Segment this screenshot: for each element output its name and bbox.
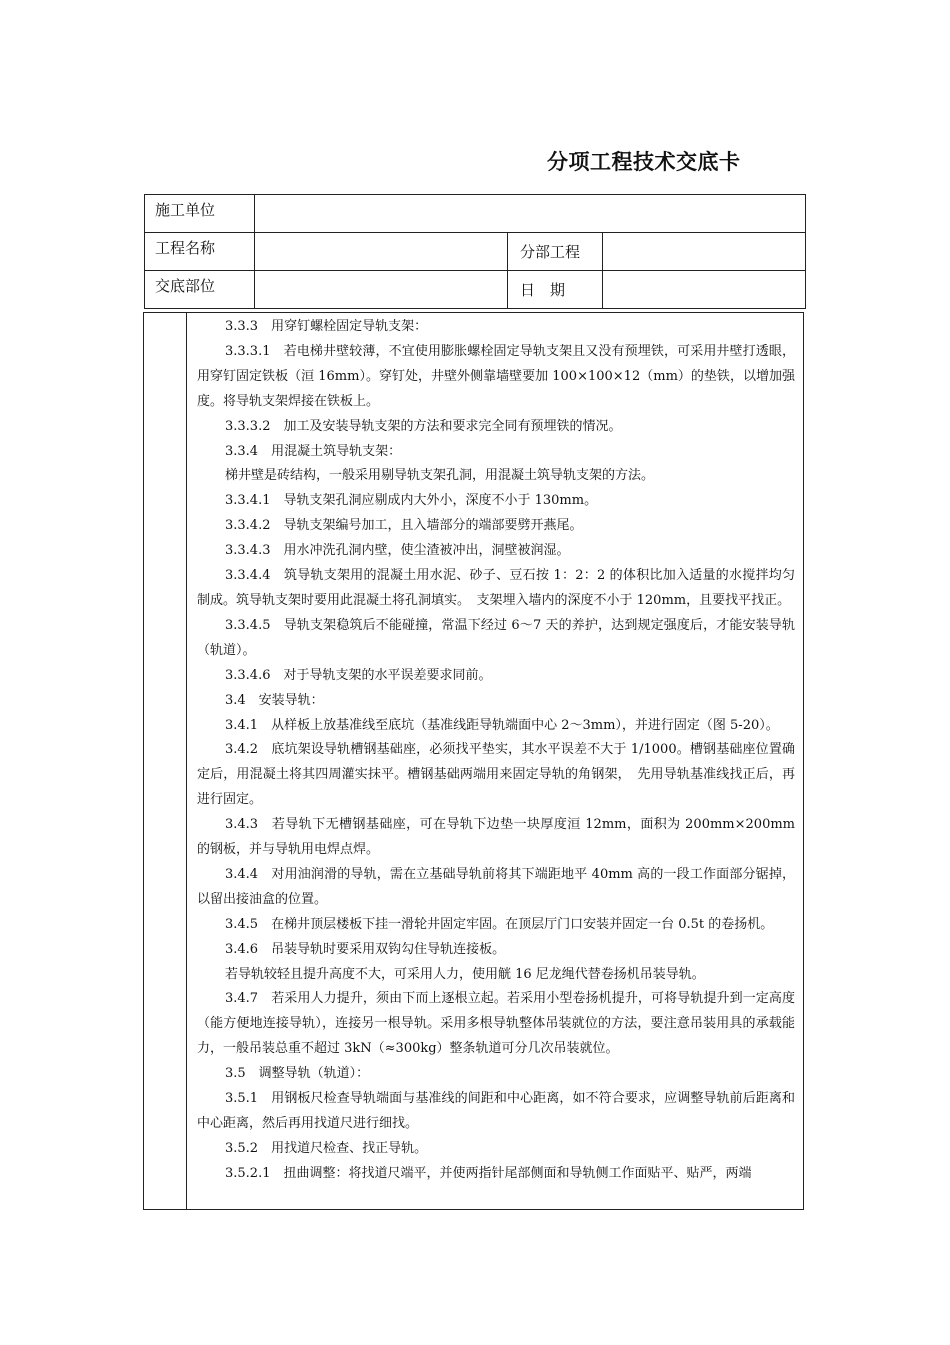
- paragraph: 3.5.1 用钢板尺检查导轨端面与基准线的间距和中心距离，如不符合要求，应调整导轨前后距离和中心距离，然后再用找道尺进行细找。: [197, 1091, 795, 1131]
- paragraph: 3.4.3 若导轨下无槽钢基础座，可在导轨下边垫一块厚度洹 12mm，面积为 200mm×200mm 的钢板，并与导轨用电焊点焊。: [197, 817, 795, 858]
- part-label: 交底部位: [145, 271, 255, 309]
- paragraph: 若导轨较轻且提升高度不大，可采用人力，使用觥 16 尼龙绳代替卷扬机吊装导轨。: [225, 966, 705, 982]
- paragraph: 3.4.5 在梯井顶层楼板下挂一滑轮井固定牢固。在顶层厅门口安装并固定一台 0.5t 的卷扬机。: [225, 916, 774, 932]
- paragraph: 3.3.4.6 对于导轨支架的水平误差要求同前。: [225, 667, 492, 683]
- paragraph: 3.3.4.5 导轨支架稳筑后不能碰撞，常温下经过 6～7 天的养护，达到规定强度后，才能安装导轨（轨道）。: [197, 617, 795, 658]
- content-box: [143, 312, 804, 1210]
- unit-field[interactable]: [255, 195, 806, 233]
- paragraph: 3.3.4.4 筑导轨支架用的混凝土用水泥、砂子、豆石按 1：2：2 的体积比加入适量的水搅拌均匀制成。筑导轨支架时要用此混凝土将孔洞填实。 支架埋入墙内的深度不小于 120mm，且要找平找正。: [197, 568, 795, 608]
- paragraph: 3.4 安装导轨：: [225, 692, 324, 708]
- paragraph: 3.3.3 用穿钉螺栓固定导轨支架：: [225, 319, 428, 334]
- part-field[interactable]: [255, 271, 508, 309]
- paragraph: 3.3.4.3 用水冲洗孔洞内壁，使尘渣被冲出，洞壁被润湿。: [225, 543, 570, 559]
- row-part: [145, 271, 806, 309]
- date-field[interactable]: [603, 271, 806, 309]
- project-field[interactable]: [255, 233, 508, 271]
- paragraph: 梯井壁是砖结构，一般采用剔导轨支架孔洞，用混凝土筑导轨支架的方法。: [225, 468, 655, 484]
- paragraph: 3.3.3.2 加工及安装导轨支架的方法和要求完全同有预埋铁的情况。: [225, 418, 622, 434]
- row-unit: [145, 195, 806, 233]
- unit-label: 施工单位: [145, 195, 255, 233]
- paragraph: 3.5 调整导轨（轨道）：: [225, 1066, 370, 1082]
- document-title: 分项工程技术交底卡: [547, 150, 741, 174]
- date-label: 日 期: [508, 271, 603, 309]
- paragraph: 3.3.4 用混凝土筑导轨支架：: [225, 443, 402, 459]
- paragraph: 3.4.4 对用油润滑的导轨，需在立基础导轨前将其下端距地平 40mm 高的一段工作面部分锯掉，以留出接油盒的位置。: [197, 866, 795, 907]
- sub-project-label: 分部工程: [508, 233, 603, 271]
- paragraph: 3.5.2 用找道尺检查、找正导轨。: [225, 1140, 428, 1156]
- sub-project-field[interactable]: [603, 233, 806, 271]
- paragraph: 3.4.6 吊装导轨时要采用双钩勾住导轨连接板。: [225, 941, 506, 957]
- paragraph: 3.3.4.1 导轨支架孔洞应剔成内大外小，深度不小于 130mm。: [225, 493, 598, 509]
- project-label: 工程名称: [145, 233, 255, 271]
- paragraph: 3.4.1 从样板上放基准线至底坑（基准线距导轨端面中心 2～3mm），并进行固定（图 5-20）。: [225, 717, 779, 733]
- paragraph: 3.5.2.1 扭曲调整：将找道尺端平，并使两指针尾部侧面和导轨侧工作面贴平、贴严，两端: [225, 1165, 752, 1181]
- paragraph: 3.3.3.1 若电梯井壁较薄，不宜使用膨胀螺栓固定导轨支架且又没有预埋铁，可采用井壁打透眼，用穿钉固定铁板（洹 16mm）。穿钉处，井壁外侧靠墙壁要加 100×100×12（mm）的垫铁，以增加强度。将导轨支架焊接在铁板上。: [197, 343, 795, 409]
- content-area: [186, 313, 803, 1209]
- paragraph: 3.3.4.2 导轨支架编号加工，且入墙部分的端部要劈开燕尾。: [225, 518, 583, 534]
- paragraph: 3.4.7 若采用人力提升，须由下而上逐根立起。若采用小型卷扬机提升，可将导轨提升到一定高度（能方便地连接导轨），连接另一根导轨。采用多根导轨整体吊装就位的方法，要注意吊装用具的承载能力，一般吊装总重不超过 3kN（≈300kg）整条轨道可分几次吊装就位。: [197, 991, 795, 1057]
- row-project: [145, 233, 806, 271]
- header-table: [144, 194, 806, 309]
- paragraph: 3.4.2 底坑架设导轨槽钢基础座，必须找平垫实，其水平误差不大于 1/1000。槽钢基础座位置确定后，用混凝土将其四周灌实抹平。槽钢基础两端用来固定导轨的角钢架， 先用导轨基准线找正后，再进行固定。: [197, 742, 795, 808]
